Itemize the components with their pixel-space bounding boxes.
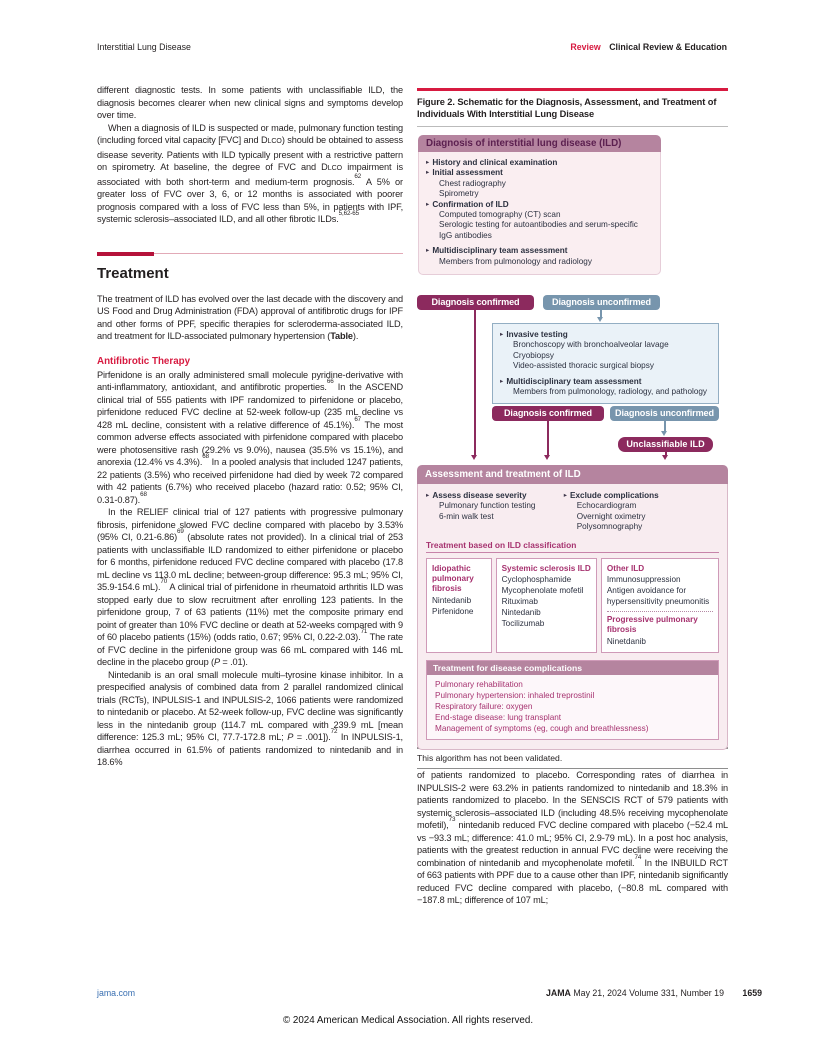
connector-line <box>600 310 602 317</box>
copyright-line: © 2024 American Medical Association. All rights reserved. <box>282 1015 534 1026</box>
complications-box: Treatment for disease complications Pulmonary rehabilitation Pulmonary hypertension: inhaled treprostinil Respiratory failure: oxygen End-stage disease: lung transplant Management of symptoms (eg, cough and breathlessness) <box>426 660 719 740</box>
section-rule <box>97 252 403 256</box>
treatment-heading: Treatment <box>97 264 169 282</box>
paragraph: different diagnostic tests. In some patients with unclassifiable ILD, the diagnosis becomes clearer when new clinical signs and symptoms develop over time. <box>97 85 403 120</box>
paragraph: Nintedanib is an oral small molecule multi–tyrosine kinase inhibitor. In a prespecified analysis of combined data from 2 parallel randomized clinical trials (RCTs), INPULSIS-1 and INPULSIS-2, 1066 patients were randomized to nintedanib or placebo. At 52-week follow-up, FVC decline was significantly less in the nintedanib group (114.7 mL compared with 239.9 mL [mean difference: 125.3 mL; 95% CI, 77.7-172.8 mL; P = .001]).$^{72}$ In INPULSIS-1, diarrhea occurred in 61.5% of patients randomized to nintedanib and in 18.6% <box>97 669 403 767</box>
figure-title-rule <box>417 126 728 127</box>
arrow-down-icon <box>661 431 667 436</box>
assessment-box <box>417 465 728 750</box>
figure-canvas <box>417 135 728 747</box>
bullet-arrow-icon: ▸ <box>426 200 430 208</box>
diagnosis-box <box>418 135 661 275</box>
paragraph: of patients randomized to placebo. Corresponding rates of diarrhea in INPULSIS-2 were 63.2% in patients randomized to nintedanib and 18.3% in patients randomized to placebo. In the SENSCIS RCT of 579 patients with systemic sclerosis–associated ILD (including 48.5% receiving mycophenolate mofetil),$^{73}$ nintedanib reduced FVC decline compared with placebo (−52.4 mL vs −93.3 mL; difference: 41.0 mL; 95% CI, 2.9-79 mL). In a post hoc analysis, patients with the greatest reduction in annual FVC decline were receiving the combination of nintedanib and mycophenolate mofetil.$^{74}$ In the INBUILD RCT of 663 patients with PPF due to a cause other than IPF, nintedanib significantly reduced FVC decline compared with placebo, (−80.8 mL compared with −187.8 mL; difference of 107 mL; <box>417 770 728 905</box>
diagnosis-unconfirmed-badge: Diagnosis unconfirmed <box>543 295 660 310</box>
bullet-arrow-icon: ▸ <box>426 159 430 166</box>
treatment-section <box>97 252 403 769</box>
bullet-arrow-icon: ▸ <box>563 492 568 499</box>
section-label: Clinical Review & Education <box>609 42 727 52</box>
running-header <box>97 42 727 52</box>
figure-title: Figure 2. Schematic for the Diagnosis, Assessment, and Treatment of Individuals With Interstitial Lung Disease <box>417 97 717 119</box>
diagnosis-confirmed-badge: Diagnosis confirmed <box>417 295 534 310</box>
bullet-arrow-icon: ▸ <box>426 169 430 177</box>
running-header-left: Interstitial Lung Disease <box>97 42 191 52</box>
diagnosis-unconfirmed-badge: Diagnosis unconfirmed <box>610 406 719 421</box>
paragraph: In the RELIEF clinical trial of 127 patients with progressive pulmonary fibrosis, pirfenidone slowed FVC decline compared with placebo by 3.53% (95% CI, 0.21-6.86)$^{69}$ (absolute rates not provided). In a clinical trial of 253 patients with unclassifiable ILD randomized to either pirfenidone or placebo for 6 months, pirfenidone reduced FVC decline compared with placebo (17.8 mL decline vs 113.0 mL decline; between-group difference: 95.3 mL; 95% CI, 35.9-154.6 mL).$^{70}$ A clinical trial of pirfenidone in rheumatoid arthritis ILD was stopped early due to slow recruitment after enrolling 123 patients. In the pirfenidone group, 7 of 63 patients (11%) met the composite primary end point of greater than 10% FVC decline or death at 52-weeks compared with 9 of 60 placebo patients (15%) (odds ratio, 0.67; 95% CI, 0.22-2.03).$^{71}$ The rate of FVC decline in the pirfenidone group was 66 mL compared with 146 mL decline in the placebo group (P = .01). <box>97 507 403 667</box>
issue-info: May 21, 2024 Volume 331, Number 19 <box>573 988 724 998</box>
connector-line <box>547 421 549 455</box>
systemic-sclerosis-box: Systemic sclerosis ILD Cyclophosphamide Mycophenolate mofetil Rituximab Nintedanib Tocilizumab <box>496 558 597 653</box>
bullet-arrow-icon: ▸ <box>500 331 504 338</box>
right-column <box>417 88 728 907</box>
jama-link[interactable]: jama.com <box>97 988 136 998</box>
bullet-arrow-icon: ▸ <box>500 377 504 385</box>
paragraph: Pirfenidone is an orally administered small molecule pyridine-derivative with anti-inflammatory, antioxidant, and antifibrotic properties.$^{66}$ In the ASCEND clinical trial of 555 patients with IPF randomized to pirfenidone or placebo, pirfenidone reduced FVC decline at 52-week follow-up (235 mL decline vs 428 mL decline, consistent with a relative difference of 45.1%).$^{67}$ The most common adverse effects associated with pirfenidone compared with placebo were photosensitive rash (29.2% vs 9.0%), nausea (35.5% vs 15.1%), and anorexia (12.4% vs 4.3%).$^{68}$ In a pooled analysis that included 1247 patients, 22 patients (3.5%) who received pirfenidone had died by week 72 compared with 42 patients (6.7%) who received placebo (hazard ratio: 0.52; 95% CI, 0.31-0.87).$^{68}$ <box>97 369 403 505</box>
diagnosis-box-header: Diagnosis of interstitial lung disease (ILD) <box>418 135 661 152</box>
arrow-down-icon <box>544 455 550 460</box>
ipf-box: Idiopathic pulmonary fibrosis Nintedanib Pirfenidone <box>426 558 492 653</box>
journal-name: JAMA <box>545 988 571 998</box>
antifibrotic-subheading: Antifibrotic Therapy <box>97 355 191 367</box>
dotted-divider <box>607 611 713 612</box>
other-ild-box: Other ILD Immunosuppression Antigen avoidance for hypersensitivity pneumonitis Progressive pulmonary fibrosis Ninetdanib <box>601 558 719 653</box>
figure-footnote: This algorithm has not been validated. <box>417 752 563 763</box>
left-column <box>97 84 403 769</box>
paragraph: The treatment of ILD has evolved over the last decade with the discovery and US Food and Drug Administration (FDA) approval of antifibrotic drugs for IPF and other forms of PPF, specific therapies for scleroderma-associated ILD, and treatment for ILD-associated pulmonary hypertension (Table). <box>97 293 403 341</box>
classification-heading: Treatment based on ILD classification <box>426 540 719 553</box>
running-header-right <box>570 42 727 52</box>
paragraph: When a diagnosis of ILD is suspected or made, pulmonary function testing (including forced vital capacity [FVC] and DLCO) should be obtained to assess disease severity. Patients with ILD typically present with a restrictive pattern on spirometry. At baseline, the degree of FVC and DLCO impairment is associated with both short-term and medium-term prognosis.$^{62}$ A 5% or greater loss of FVC over 3, 6, or 12 months is associated with poorer prognosis compared with a loss of FVC less than 5%, in patients with IPF, systemic sclerosis–associated ILD, and all other fibrotic ILDs.$^{5,62-65}$ <box>97 122 404 224</box>
page-number: 1659 <box>742 988 762 998</box>
footer-issue-info <box>546 988 762 998</box>
assessment-box-body: ▸ Assess disease severity Pulmonary function testing 6-min walk test ▸ Exclude complications Echocardiogram Overnight oximetry Polysomnography Treatment based on ILD classification Idiopathic pulmonary fibrosis Nintedanib Pirfenidone Systemic sclerosis ILD Cyclophosphamide Mycophenolate mofetil Rituximab Nintedanib Tocilizumab Other ILD Immunosuppression Antigen avoidance for hypersensitivity pneumonitis Progressive pulmonary fibrosis Ninetdanib Treatment for disease complications Pulmonary rehabilitation Pulmonary hypertension: inhaled treprostinil Respiratory failure: oxygen End-stage disease: lung transplant Management of symptoms (eg, cough and breathlessness) <box>417 484 728 750</box>
bullet-arrow-icon: ▸ <box>426 247 430 255</box>
bullet-arrow-icon: ▸ <box>426 492 430 499</box>
complications-box-header: Treatment for disease complications <box>427 661 718 675</box>
diagnosis-box-body: ▸ History and clinical examination ▸ Initial assessment Chest radiography Spirometry ▸ Confirmation of ILD Computed tomography (CT) scan Serologic testing for autoantibodies and serum-specific IgG antibodies ▸ Multidisciplinary team assessment Members from pulmonology and radiology <box>418 152 661 275</box>
invasive-testing-box: ▸ Invasive testing Bronchoscopy with bronchoalveolar lavage Cryobiopsy Video-assisted thoracic surgical biopsy ▸ Multidisciplinary team assessment Members from pulmonology, radiology, and pathology <box>492 323 719 404</box>
page-footer <box>97 988 762 998</box>
unclassifiable-ild-badge: Unclassifiable ILD <box>618 437 713 452</box>
review-label: Review <box>570 42 601 52</box>
arrow-down-icon <box>662 455 668 460</box>
treatment-boxes <box>426 558 719 653</box>
assessment-box-header: Assessment and treatment of ILD <box>417 465 728 484</box>
connector-line <box>664 421 666 431</box>
arrow-down-icon <box>597 317 603 322</box>
diagnosis-confirmed-badge: Diagnosis confirmed <box>492 406 604 421</box>
connector-line <box>474 310 476 456</box>
arrow-down-icon <box>471 455 477 460</box>
